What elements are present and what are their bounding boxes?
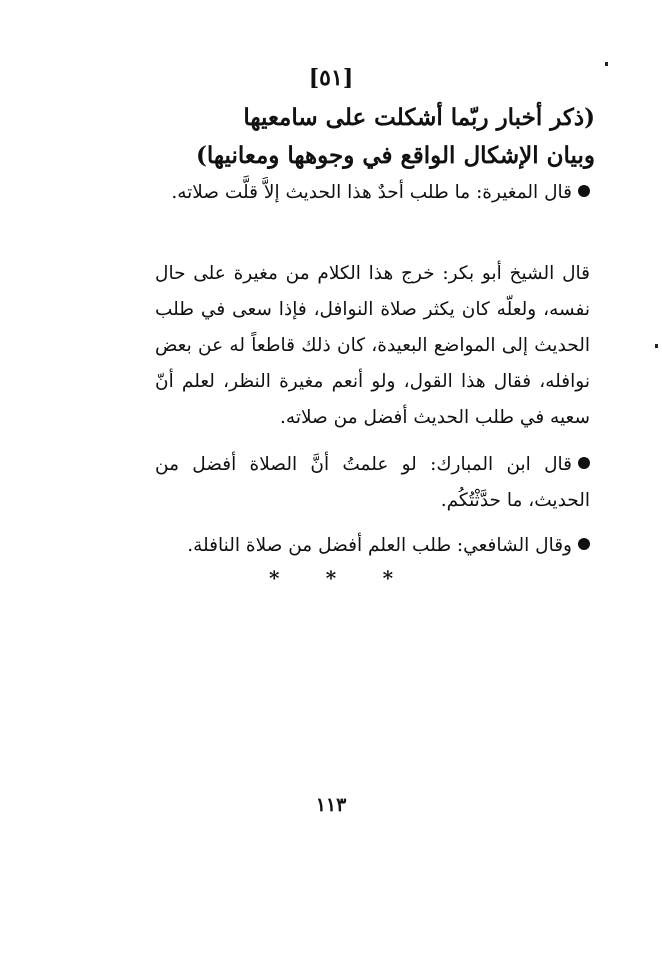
section-number: [٥١] [308,65,354,91]
section-separator [0,566,662,590]
paragraph-mughira [155,175,590,211]
bullet-icon [578,538,590,550]
asterisk-icon: * [382,566,394,590]
paragraph-shafii [155,528,590,564]
bullet-icon [578,185,590,197]
asterisk-icon: * [325,566,337,590]
asterisk-icon: * [268,566,280,590]
paragraph-text: قال المغيرة: ما طلب أحدٌ هذا الحديث إلاَّ قلَّت صلاته. [171,182,572,203]
section-title-line-2: وبيان الإشكال الواقع في وجوهها ومعانيها) [196,142,595,169]
paragraph-abu-bakr [155,256,590,436]
paragraph-ibn-al-mubarak [155,447,590,519]
paragraph-text: وقال الشافعي: طلب العلم أفضل من صلاة النافلة. [187,535,572,556]
bullet-icon [578,457,590,469]
paragraph-text: قال ابن المبارك: لو علمتُ أنَّ الصلاة أفضل من الحديث، ما حدَّثْتُكُم. [155,454,590,511]
section-title-line-1: (ذكر أخبار ربّما أشكلت على سامعيها [243,104,595,131]
margin-mark [655,344,658,348]
page-number: ١١٣ [315,794,347,816]
paragraph-text: قال الشيخ أبو بكر: خرج هذا الكلام من مغيرة على حال نفسه، ولعلّه كان يكثر صلاة النوافل، فإذا سعى في طلب الحديث إلى المواضع البعيدة، كان ذلك قاطعاً له عن بعض نوافله، فقال هذا القول، ولو أنعم مغيرة النظر، لعلم أنّ سعيه في طلب الحديث أفضل من صلاته. [155,263,590,428]
